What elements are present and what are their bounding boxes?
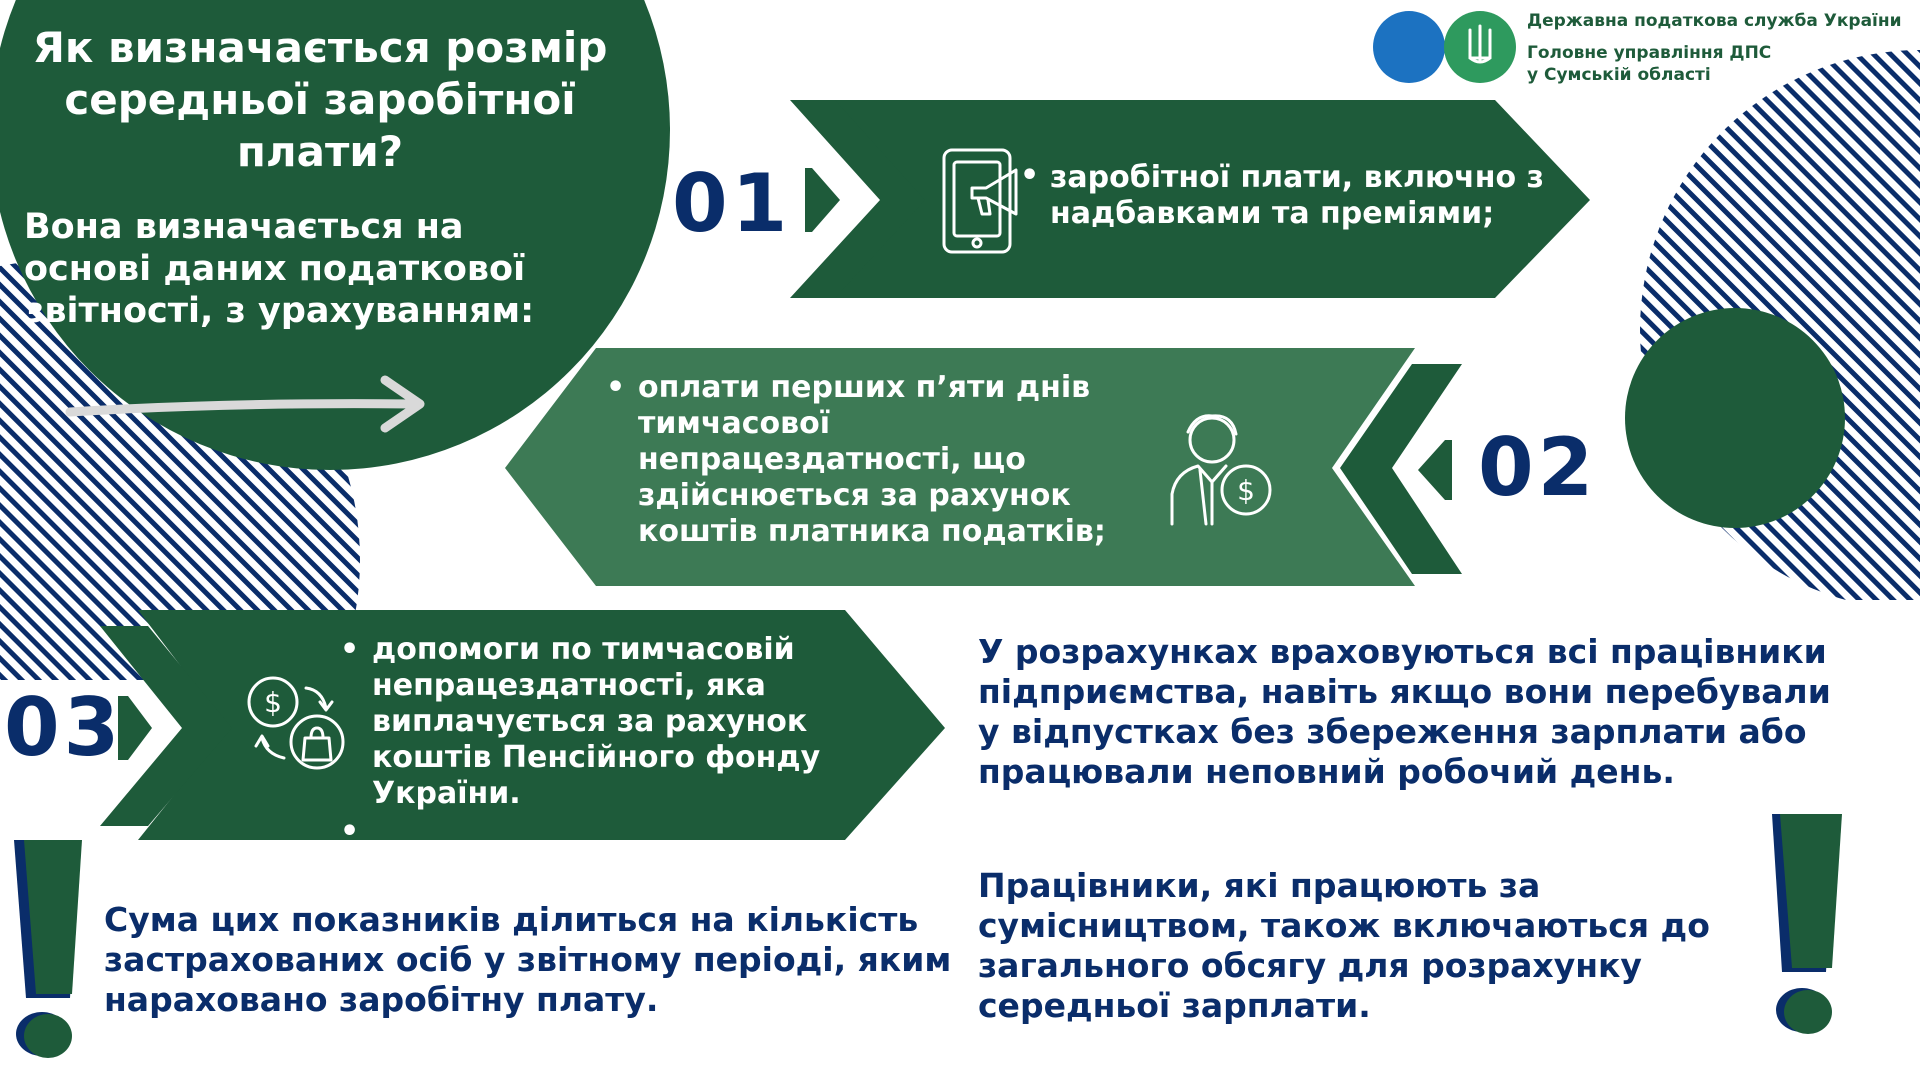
svg-text:$: $ — [1237, 474, 1255, 507]
bullet-dot: • — [606, 370, 626, 405]
exclamation-icon-right — [1772, 814, 1842, 1034]
item-number-01: 01 — [672, 157, 792, 250]
page-title: Як визначається розмір середньої заробітної плати? — [32, 23, 608, 176]
note-sum: Сума цих показників ділиться на кількість застрахованих осіб у звітному періоді, яким нараховано заробітну плату. — [104, 900, 952, 1019]
organization-subtitle-line-1: Головне управління ДПС — [1527, 43, 1772, 63]
decorative-circle — [1625, 308, 1845, 528]
organization-subtitle — [1527, 42, 1771, 86]
svg-text:$: $ — [264, 686, 282, 719]
item-text-02: оплати перших п’яти днів тимчасової непрацездатності, що здійснюється за рахунок коштів платника податків; — [638, 370, 1106, 549]
item-text-03: допомоги по тимчасовій непрацездатності, яка виплачується за рахунок коштів Пенсійного фонду України. — [372, 632, 821, 811]
bullet-dot: • — [340, 632, 360, 667]
note-all-workers: У розрахунках враховуються всі працівники підприємства, навіть якщо вони перебували у відпустках без збереження зарплати або працювали неповний робочий день. — [978, 632, 1831, 791]
logo-blue-circle — [1373, 11, 1445, 83]
intro-text: Вона визначається на основі даних податкової звітності, з урахуванням: — [24, 207, 535, 331]
organization-subtitle-line-2: у Сумській області — [1527, 65, 1711, 85]
item-text-01: заробітної плати, включно з надбавками та преміями; — [1050, 160, 1544, 231]
item-number-02: 02 — [1478, 421, 1598, 514]
bullet-dot: • — [340, 814, 360, 849]
exclamation-icon-left — [14, 840, 82, 1058]
note-part-time: Працівники, які працюють за сумісництвом, також включаються до загального обсягу для розрахунку середньої зарплати. — [978, 866, 1710, 1025]
trident-icon — [1444, 11, 1516, 83]
organization-name: Державна податкова служба України — [1527, 11, 1902, 31]
item-number-03: 03 — [4, 681, 124, 774]
bullet-dot: • — [1020, 158, 1040, 193]
